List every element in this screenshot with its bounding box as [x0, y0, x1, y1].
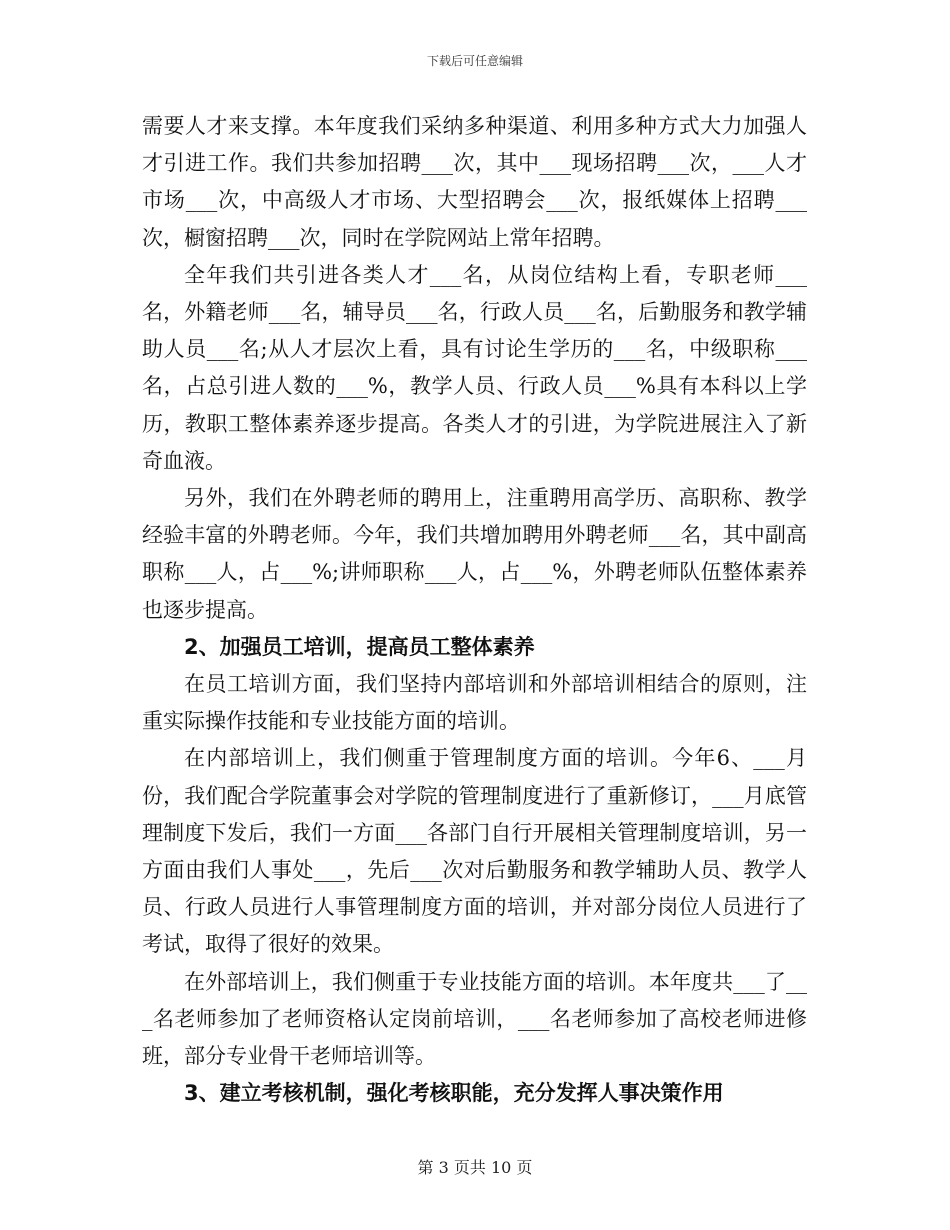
section-heading-assessment: 3、建立考核机制，强化考核职能，充分发挥人事决策作用 [184, 1081, 724, 1106]
paragraph-external-training: 在外部培训上，我们侧重于专业技能方面的培训。本年度共___了___名老师参加了老师资格认定岗前培训，___名老师参加了高校老师进修班，部分专业骨干老师培训等。 [142, 969, 807, 1069]
paragraph-internal-training: 在内部培训上，我们侧重于管理制度方面的培训。今年6、___月份，我们配合学院董事会对学院的管理制度进行了重新修订，___月底管理制度下发后，我们一方面___各部门自行开展相关管理制度培训，另一方面由我们人事处___，先后___次对后勤服务和教学辅助人员、教学人员、行政人员进行人事管理制度方面的培训，并对部分岗位人员进行了考试，取得了很好的效果。 [142, 746, 807, 957]
section-heading-staff-training: 2、加强员工培训，提高员工整体素养 [184, 634, 535, 659]
paragraph-training-principle: 在员工培训方面，我们坚持内部培训和外部培训相结合的原则，注重实际操作技能和专业技能方面的培训。 [142, 672, 807, 734]
paragraph-talent-introduction: 全年我们共引进各类人才___名，从岗位结构上看，专职老师___名，外籍老师___名，辅导员___名，行政人员___名，后勤服务和教学辅助人员___名;从人才层次上看，具有讨论生学历的___名，中级职称___名，占总引进人数的___%，教学人员、行政人员___%具有本科以上学历，教职工整体素养逐步提高。各类人才的引进，为学院进展注入了新奇血液。 [142, 262, 807, 473]
paragraph-recruitment-channels: 需要人才来支撑。本年度我们采纳多种渠道、利用多种方式大力加强人才引进工作。我们共参加招聘___次，其中___现场招聘___次，___人才市场___次，中高级人才市场、大型招聘会___次，报纸媒体上招聘___次，橱窗招聘___次，同时在学院网站上常年招聘。 [142, 114, 807, 250]
document-body [142, 108, 807, 1112]
paragraph-external-teachers: 另外，我们在外聘老师的聘用上，注重聘用高学历、高职称、教学经验丰富的外聘老师。今年，我们共增加聘用外聘老师___名，其中副高职称___人，占___%;讲师职称___人，占___%，外聘老师队伍整体素养也逐步提高。 [142, 486, 807, 622]
page-header: 下载后可任意编辑 [426, 54, 523, 68]
page-number: 第 3 页共 10 页 [417, 1158, 533, 1177]
